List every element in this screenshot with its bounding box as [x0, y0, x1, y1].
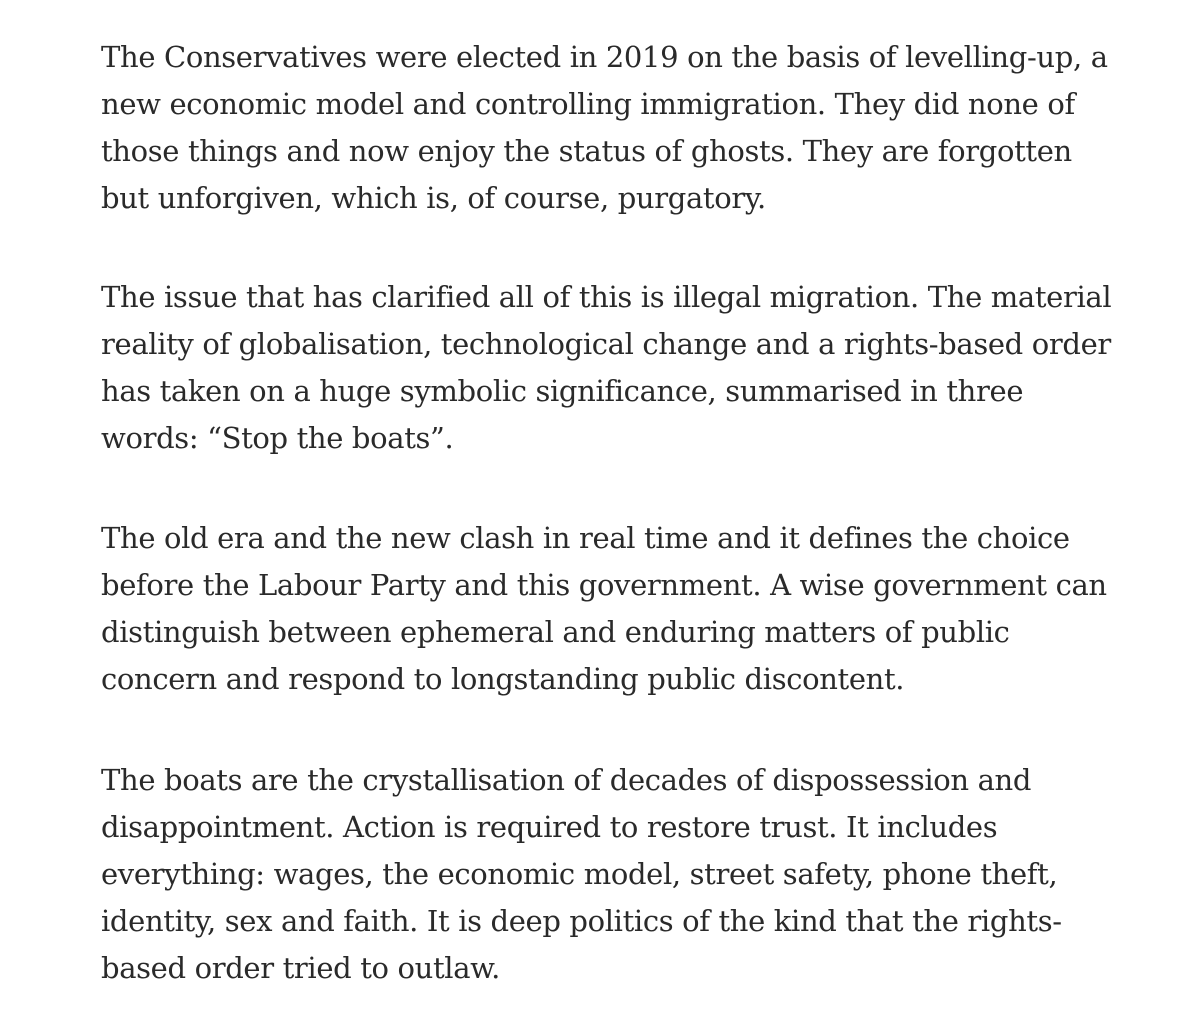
paragraph-conservatives — [101, 34, 1108, 222]
paragraph-line: words: “Stop the boats”. — [101, 421, 454, 455]
paragraph-old-era — [101, 515, 1107, 703]
paragraph-line: new economic model and controlling immigration. They did none of — [101, 87, 1075, 121]
paragraph-line: disappointment. Action is required to restore trust. It includes — [101, 810, 998, 844]
paragraph-illegal-migration — [101, 274, 1111, 462]
paragraph-line: those things and now enjoy the status of ghosts. They are forgotten — [101, 134, 1072, 168]
paragraph-line: The old era and the new clash in real time and it defines the choice — [101, 521, 1070, 555]
paragraph-line: concern and respond to longstanding public discontent. — [101, 662, 905, 696]
paragraph-boats — [101, 757, 1062, 992]
paragraph-line: based order tried to outlaw. — [101, 951, 501, 985]
paragraph-line: identity, sex and faith. It is deep politics of the kind that the rights- — [101, 904, 1062, 938]
paragraph-line: distinguish between ephemeral and enduring matters of public — [101, 615, 1010, 649]
paragraph-line: The issue that has clarified all of this is illegal migration. The material — [101, 280, 1112, 314]
paragraph-line: reality of globalisation, technological change and a rights-based order — [101, 327, 1111, 361]
paragraph-line: The boats are the crystallisation of decades of dispossession and — [101, 763, 1032, 797]
paragraph-line: has taken on a huge symbolic significance, summarised in three — [101, 374, 1024, 408]
paragraph-line: before the Labour Party and this government. A wise government can — [101, 568, 1107, 602]
paragraph-line: but unforgiven, which is, of course, purgatory. — [101, 181, 766, 215]
paragraph-line: everything: wages, the economic model, street safety, phone theft, — [101, 857, 1058, 891]
paragraph-line: The Conservatives were elected in 2019 on the basis of levelling-up, a — [101, 40, 1108, 74]
